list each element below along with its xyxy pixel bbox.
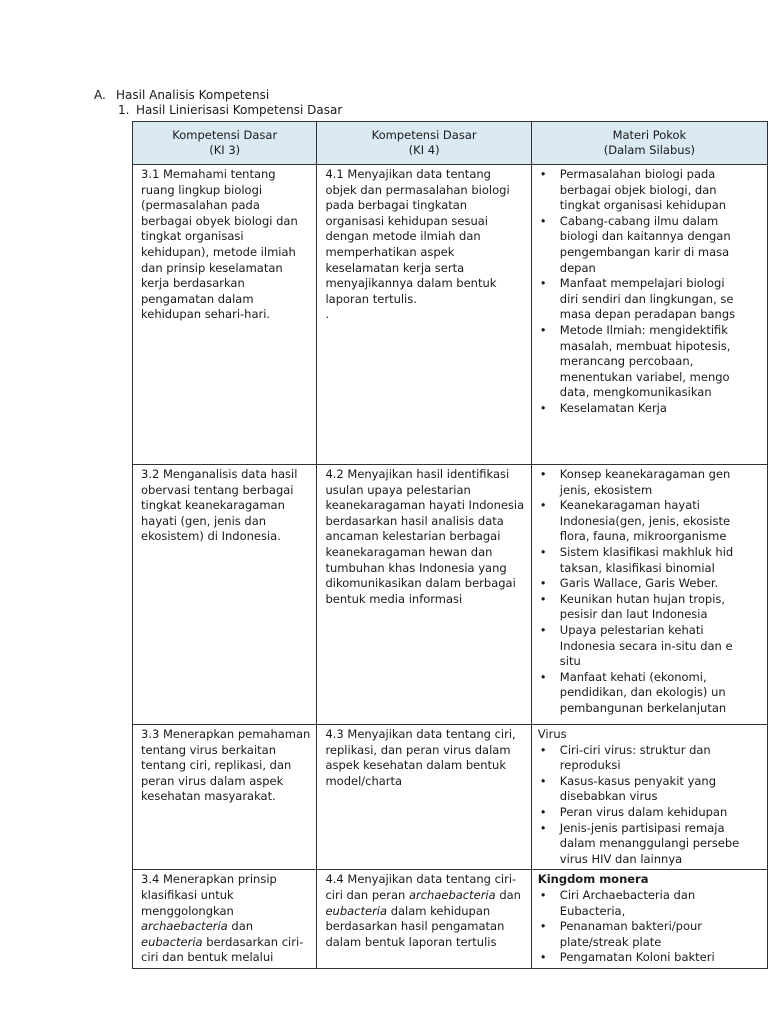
materi-item — [538, 276, 767, 323]
materi-item-line: virus HIV dan lainnya — [559, 851, 683, 866]
materi-label: Kingdom monera — [537, 872, 649, 887]
materi-item — [538, 774, 767, 805]
ki4-cell: 4.3 Menyajikan data tentang ciri, replikasi, dan peran virus dalam aspek kesehatan dalam bentuk model/charta — [317, 725, 531, 870]
materi-item — [538, 167, 767, 214]
materi-item-line: • Upaya pelestarian kehati — [559, 622, 704, 637]
table-row — [133, 725, 768, 870]
materi-item — [538, 401, 767, 417]
materi-item — [538, 743, 767, 774]
materi-item-line: • Keanekaragaman hayati — [559, 498, 700, 513]
materi-cell — [531, 165, 767, 465]
materi-item-line: Eubacteria, — [559, 903, 626, 918]
materi-item-line: situ — [559, 654, 581, 669]
materi-item-line: dalam menanggulangi persebe — [559, 836, 740, 851]
materi-item — [538, 576, 767, 592]
materi-item-line: • Ciri Archaebacteria dan — [559, 887, 696, 902]
materi-item-line: • Peran virus dalam kehidupan — [559, 804, 728, 819]
materi-item-line: biologi dan kaitannya dengan — [559, 229, 731, 244]
materi-label: Virus — [537, 727, 567, 741]
ki3-cell: 3.1 Memahami tentang ruang lingkup biologi (permasalahan pada berbagai obyek biologi dan tingkat organisasi kehidupan), metode ilmiah dan prinsip keselamatan kerja berdasarkan pengamatan dalam kehidupan sehari-hari. — [133, 165, 317, 465]
materi-item-line: plate/streak plate — [559, 934, 662, 949]
materi-item-line: Indonesia secara in-situ dan e — [559, 638, 733, 653]
materi-list — [538, 743, 767, 868]
ki3-cell: 3.2 Menganalisis data hasil obervasi tentang berbagai tingkat keanekaragaman hayati (gen, jenis dan ekosistem) di Indonesia. — [133, 465, 317, 725]
materi-cell — [531, 725, 767, 870]
materi-item-line: • Manfaat mempelajari biologi — [559, 276, 725, 291]
materi-item-line: masalah, membuat hipotesis, — [559, 338, 731, 353]
materi-item-line: • Ciri-ciri virus: struktur dan — [559, 742, 711, 757]
table-row — [133, 870, 768, 969]
materi-item-line: Indonesia(gen, jenis, ekosiste — [559, 513, 731, 528]
materi-item — [538, 821, 767, 868]
materi-item-line: berbagai objek biologi, dan — [559, 182, 717, 197]
materi-item-line: depan — [559, 260, 596, 275]
materi-item-line: • Jenis-jenis partisipasi remaja — [559, 820, 725, 835]
materi-item-line: • Keunikan hutan hujan tropis, — [559, 591, 726, 606]
materi-item-line: pengembangan karir di masa — [559, 244, 730, 259]
materi-item — [538, 623, 767, 670]
table-row — [133, 465, 768, 725]
materi-item-line: merancang percobaan, — [559, 354, 694, 369]
materi-item-line: data, mengkomunikasikan — [559, 385, 712, 400]
materi-item-line: flora, fauna, mikroorganisme — [559, 529, 727, 544]
materi-item-line: • Sistem klasifikasi makhluk hid — [559, 544, 734, 559]
materi-item-line: • Penanaman bakteri/pour — [559, 919, 703, 934]
section-heading — [94, 88, 269, 102]
materi-item-line: disebabkan virus — [559, 789, 658, 804]
ki3-cell: 3.4 Menerapkan prinsip klasifikasi untuk menggolongkan archaebacteria dan eubacteria berdasarkan ciri-ciri dan bentuk melalui — [133, 870, 317, 969]
table-row — [133, 165, 768, 465]
materi-list — [538, 888, 767, 966]
subsection-title: Hasil Linierisasi Kompetensi Dasar — [136, 103, 343, 117]
table-header-row — [133, 122, 768, 165]
materi-item-line: • Manfaat kehati (ekonomi, — [559, 669, 707, 684]
materi-item-line: tingkat organisasi kehidupan — [559, 198, 727, 213]
materi-item-line: masa depan peradapan bangs — [559, 307, 736, 322]
ki4-cell: 4.1 Menyajikan data tentang objek dan permasalahan biologi pada berbagai tingkatan organisasi kehidupan sesuai dengan metode ilmiah dan memperhatikan aspek keselamatan kerja serta menyajikannya dalam bentuk laporan tertulis. . — [317, 165, 531, 465]
ki4-cell: 4.4 Menyajikan data tentang ciri-ciri dan peran archaebacteria dan eubacteria dalam kehidupan berdasarkan hasil pengamatan dalam bentuk laporan tertulis — [317, 870, 531, 969]
materi-cell — [531, 870, 767, 969]
materi-item-line: • Keselamatan Kerja — [559, 400, 667, 415]
header-materi: Materi Pokok (Dalam Silabus) — [531, 122, 767, 165]
materi-list — [538, 167, 767, 417]
materi-item — [538, 214, 767, 276]
materi-item-line: jenis, ekosistem — [559, 482, 653, 497]
materi-item-line: menentukan variabel, mengo — [559, 369, 730, 384]
materi-item-line: • Metode Ilmiah: mengidektifik — [559, 322, 728, 337]
materi-item-line: reproduksi — [559, 758, 621, 773]
materi-item — [538, 950, 767, 966]
materi-item-line: • Konsep keanekaragaman gen — [559, 467, 731, 481]
materi-list — [538, 467, 767, 717]
materi-item — [538, 467, 767, 498]
materi-item-line: pesisir dan laut Indonesia — [559, 607, 708, 622]
materi-item — [538, 670, 767, 717]
ki4-cell: 4.2 Menyajikan hasil identifikasi usulan upaya pelestarian keanekaragaman hayati Indonesia berdasarkan hasil analisis data ancaman kelestarian berbagai keanekaragaman hewan dan tumbuhan khas Indonesia yang dikomunikasikan dalam berbagai bentuk media informasi — [317, 465, 531, 725]
section-letter: A. — [94, 88, 106, 102]
competency-table — [132, 121, 768, 969]
subsection-number: 1. — [118, 103, 130, 117]
materi-item-line: • Kasus-kasus penyakit yang — [559, 773, 717, 788]
materi-item — [538, 888, 767, 919]
materi-item-line: • Cabang-cabang ilmu dalam — [559, 213, 719, 228]
materi-item-line: pembangunan berkelanjutan — [559, 700, 727, 715]
materi-cell — [531, 465, 767, 725]
materi-item-line: • Permasalahan biologi pada — [559, 167, 716, 181]
materi-item-line: • Garis Wallace, Garis Weber. — [559, 576, 719, 591]
materi-item-line: taksan, klasifikasi binomial — [559, 560, 715, 575]
header-ki3: Kompetensi Dasar (KI 3) — [133, 122, 317, 165]
materi-item — [538, 919, 767, 950]
header-ki4: Kompetensi Dasar (KI 4) — [317, 122, 531, 165]
materi-item — [538, 805, 767, 821]
materi-item — [538, 323, 767, 401]
materi-item — [538, 498, 767, 545]
materi-item-line: pendidikan, dan ekologis) un — [559, 685, 726, 700]
subsection-heading — [118, 103, 342, 117]
ki3-cell: 3.3 Menerapkan pemahaman tentang virus berkaitan tentang ciri, replikasi, dan peran virus dalam aspek kesehatan masyarakat. — [133, 725, 317, 870]
materi-item-line: • Pengamatan Koloni bakteri — [559, 950, 715, 965]
section-title: Hasil Analisis Kompetensi — [116, 88, 270, 102]
materi-item — [538, 545, 767, 576]
materi-item — [538, 592, 767, 623]
materi-item-line: diri sendiri dan lingkungan, se — [559, 291, 734, 306]
